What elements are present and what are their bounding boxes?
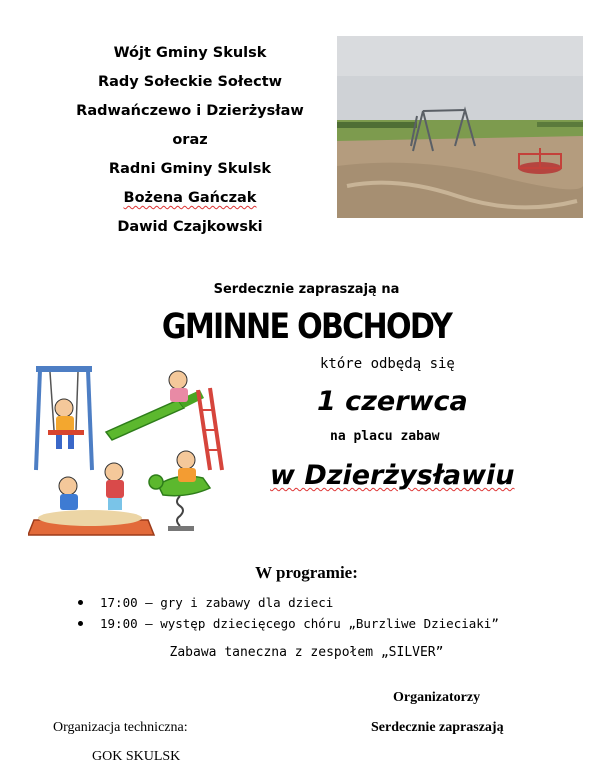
header-line: Radwańczewo i Dzierżysław [76,103,304,119]
program-item [78,613,499,634]
organizers-invite: Serdecznie zapraszają [371,720,504,735]
event-time-intro: które odbędą się [320,356,455,372]
bullet-icon [78,600,83,605]
playground-clipart [28,360,258,555]
tech-organization-name: GOK SKULSK [92,749,181,764]
header-line: Dawid Czajkowski [117,219,263,235]
header-line: oraz [172,132,208,148]
tech-organization-label: Organizacja techniczna: [53,720,188,735]
sandbox-illustration [28,463,154,535]
spring-rider-illustration [149,451,210,531]
organizer-header [60,39,320,242]
program-item [78,592,499,613]
program-item-text: 17:00 – gry i zabawy dla dzieci [100,595,334,610]
invite-line: Serdecznie zapraszają na [213,282,400,297]
event-place-text: w Dzierżysławiu [270,460,515,491]
header-line: Rady Sołeckie Sołectw [97,74,283,90]
program-item-text: 19:00 – występ dziecięcego chóru „Burzliwe Dzieciaki” [100,616,499,631]
event-date: 1 czerwca [317,386,468,417]
event-place [270,460,515,491]
program-list [78,592,499,634]
header-line: Wójt Gminy Skulsk [113,45,267,61]
program-title: W programie: [255,563,358,582]
playground-photo [337,36,583,218]
dance-announcement: Zabawa taneczna z zespołem „SILVER” [169,645,444,660]
bullet-icon [78,621,83,626]
header-line [60,184,320,213]
header-line: Radni Gminy Skulsk [108,161,272,177]
slide-illustration [106,371,222,470]
header-line-text: Bożena Gańczak [123,190,257,206]
organizers-title: Organizatorzy [393,690,481,705]
swing-illustration [36,366,92,470]
event-title: GMINNE OBCHODY [161,307,452,347]
place-intro: na placu zabaw [330,429,440,444]
